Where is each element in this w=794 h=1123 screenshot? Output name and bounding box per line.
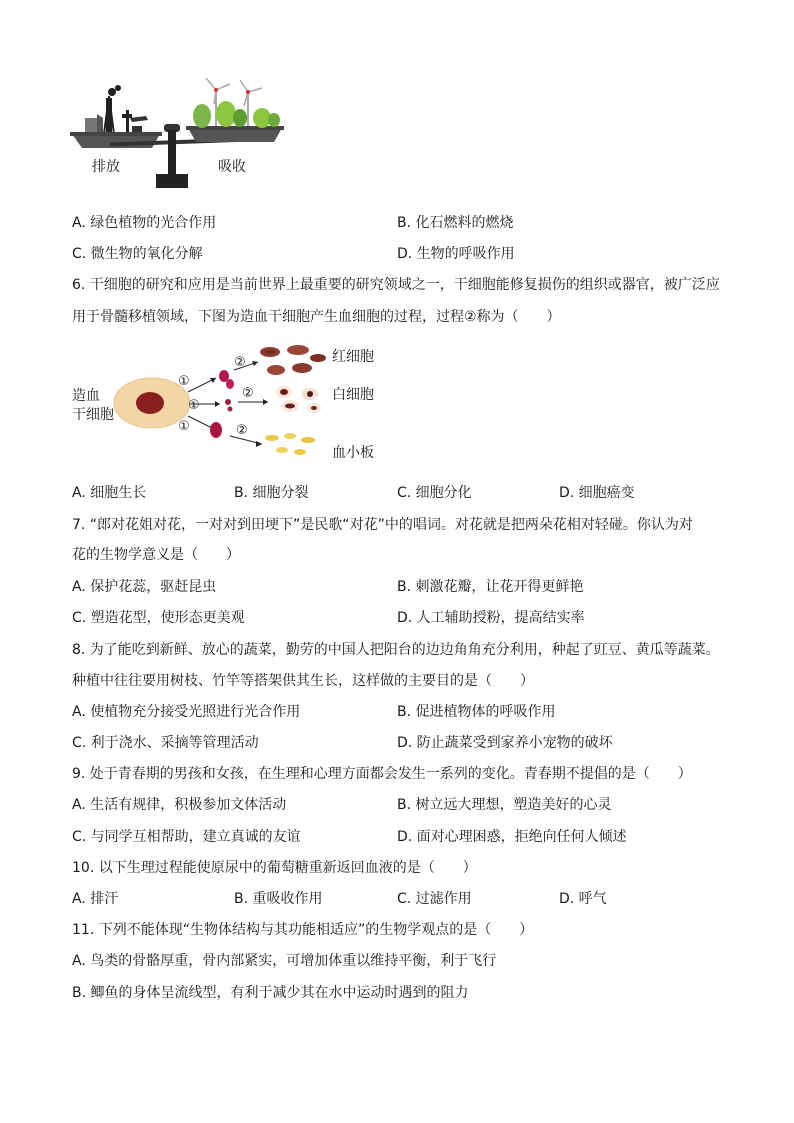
platelet-label: 血小板	[332, 445, 374, 461]
q6-option-c: C. 细胞分化	[397, 485, 472, 501]
q7-stem-line2: 花的生物学意义是（ ）	[72, 547, 240, 563]
q9-option-c: C. 与同学互相帮助，建立真诚的友谊	[72, 829, 301, 845]
q11-option-a: A. 鸟类的骨骼厚重，骨内部紧实，可增加体重以维持平衡，利于飞行	[72, 953, 497, 969]
q8-option-c: C. 利于浇水、采摘等管理活动	[72, 735, 259, 751]
q10-option-d: D. 呼气	[559, 891, 607, 907]
stem-cell-label-1: 造血	[72, 388, 100, 404]
q11-option-b: B. 鲫鱼的身体呈流线型，有利于减少其在水中运动时遇到的阻力	[72, 985, 469, 1001]
stem-cell-label-2: 干细胞	[72, 407, 114, 423]
balance-scale-illustration	[70, 70, 290, 195]
platelets-icon	[265, 433, 315, 455]
q6-option-b: B. 细胞分裂	[234, 485, 309, 501]
q7-option-a: A. 保护花蕊，驱赶昆虫	[72, 579, 217, 595]
q5-option-b: B. 化石燃料的燃烧	[397, 215, 514, 231]
absorption-label: 吸收	[218, 159, 246, 175]
q5-option-d: D. 生物的呼吸作用	[397, 246, 515, 262]
q5-option-c: C. 微生物的氧化分解	[72, 246, 203, 262]
q10-stem: 10. 以下生理过程能使原尿中的葡萄糖重新返回血液的是（ ）	[72, 860, 477, 876]
q11-stem: 11. 下列不能体现“生物体结构与其功能相适应”的生物学观点的是（ ）	[72, 922, 534, 938]
q5-option-a: A. 绿色植物的光合作用	[72, 215, 217, 231]
q9-stem: 9. 处于青春期的男孩和女孩，在生理和心理方面都会发生一系列的变化。青春期不提倡的是（ ）	[72, 766, 692, 782]
q7-option-c: C. 塑造花型，使形态更美观	[72, 610, 245, 626]
q8-option-d: D. 防止蔬菜受到家养小宠物的破坏	[397, 735, 613, 751]
q8-stem-line1: 8. 为了能吃到新鲜、放心的蔬菜，勤劳的中国人把阳台的边边角角充分利用，种起了豇豆、黄瓜等蔬菜。	[72, 642, 720, 658]
emission-label: 排放	[92, 159, 120, 175]
q6-stem-line1: 6. 干细胞的研究和应用是当前世界上最重要的研究领域之一，干细胞能修复损伤的组织或器官，被广泛应	[72, 277, 720, 293]
step2-marker-bottom: ②	[236, 423, 248, 438]
red-blood-cells-icon	[260, 345, 326, 375]
white-blood-cell-label: 白细胞	[332, 387, 374, 403]
step2-marker-middle: ②	[242, 386, 254, 401]
q10-option-c: C. 过滤作用	[397, 891, 472, 907]
q8-option-b: B. 促进植物体的呼吸作用	[397, 704, 556, 720]
step1-marker-bottom: ①	[178, 419, 190, 434]
q9-option-a: A. 生活有规律，积极参加文体活动	[72, 797, 287, 813]
q9-option-d: D. 面对心理困惑，拒绝向任何人倾述	[397, 829, 627, 845]
q10-option-b: B. 重吸收作用	[234, 891, 323, 907]
red-blood-cell-label: 红细胞	[332, 349, 374, 365]
blood-cell-figure	[70, 340, 390, 470]
q9-option-b: B. 树立远大理想，塑造美好的心灵	[397, 797, 612, 813]
q8-stem-line2: 种植中往往要用树枝、竹竿等搭架供其生长，这样做的主要目的是（ ）	[72, 673, 534, 689]
q7-stem-line1: 7. “郎对花姐对花，一对对到田埂下”是民歌“对花”中的唱词。对花就是把两朵花相对轻碰。你认为对	[72, 517, 693, 533]
step1-marker-middle: ①	[188, 398, 200, 413]
step2-marker-top: ②	[234, 355, 246, 370]
step1-marker-top: ①	[178, 374, 190, 389]
q7-option-b: B. 刺激花瓣，让花开得更鲜艳	[397, 579, 584, 595]
q7-option-d: D. 人工辅助授粉，提高结实率	[397, 610, 585, 626]
q8-option-a: A. 使植物充分接受光照进行光合作用	[72, 704, 301, 720]
absorption-sources-icon	[193, 78, 280, 128]
q6-option-a: A. 细胞生长	[72, 485, 147, 501]
q6-option-d: D. 细胞癌变	[559, 485, 635, 501]
q10-option-a: A. 排汗	[72, 891, 119, 907]
q6-stem-line2: 用于骨髓移植领域，下图为造血干细胞产生血细胞的过程，过程②称为（ ）	[72, 309, 561, 325]
emission-sources-icon	[85, 85, 148, 134]
balance-scale-figure	[70, 70, 290, 195]
